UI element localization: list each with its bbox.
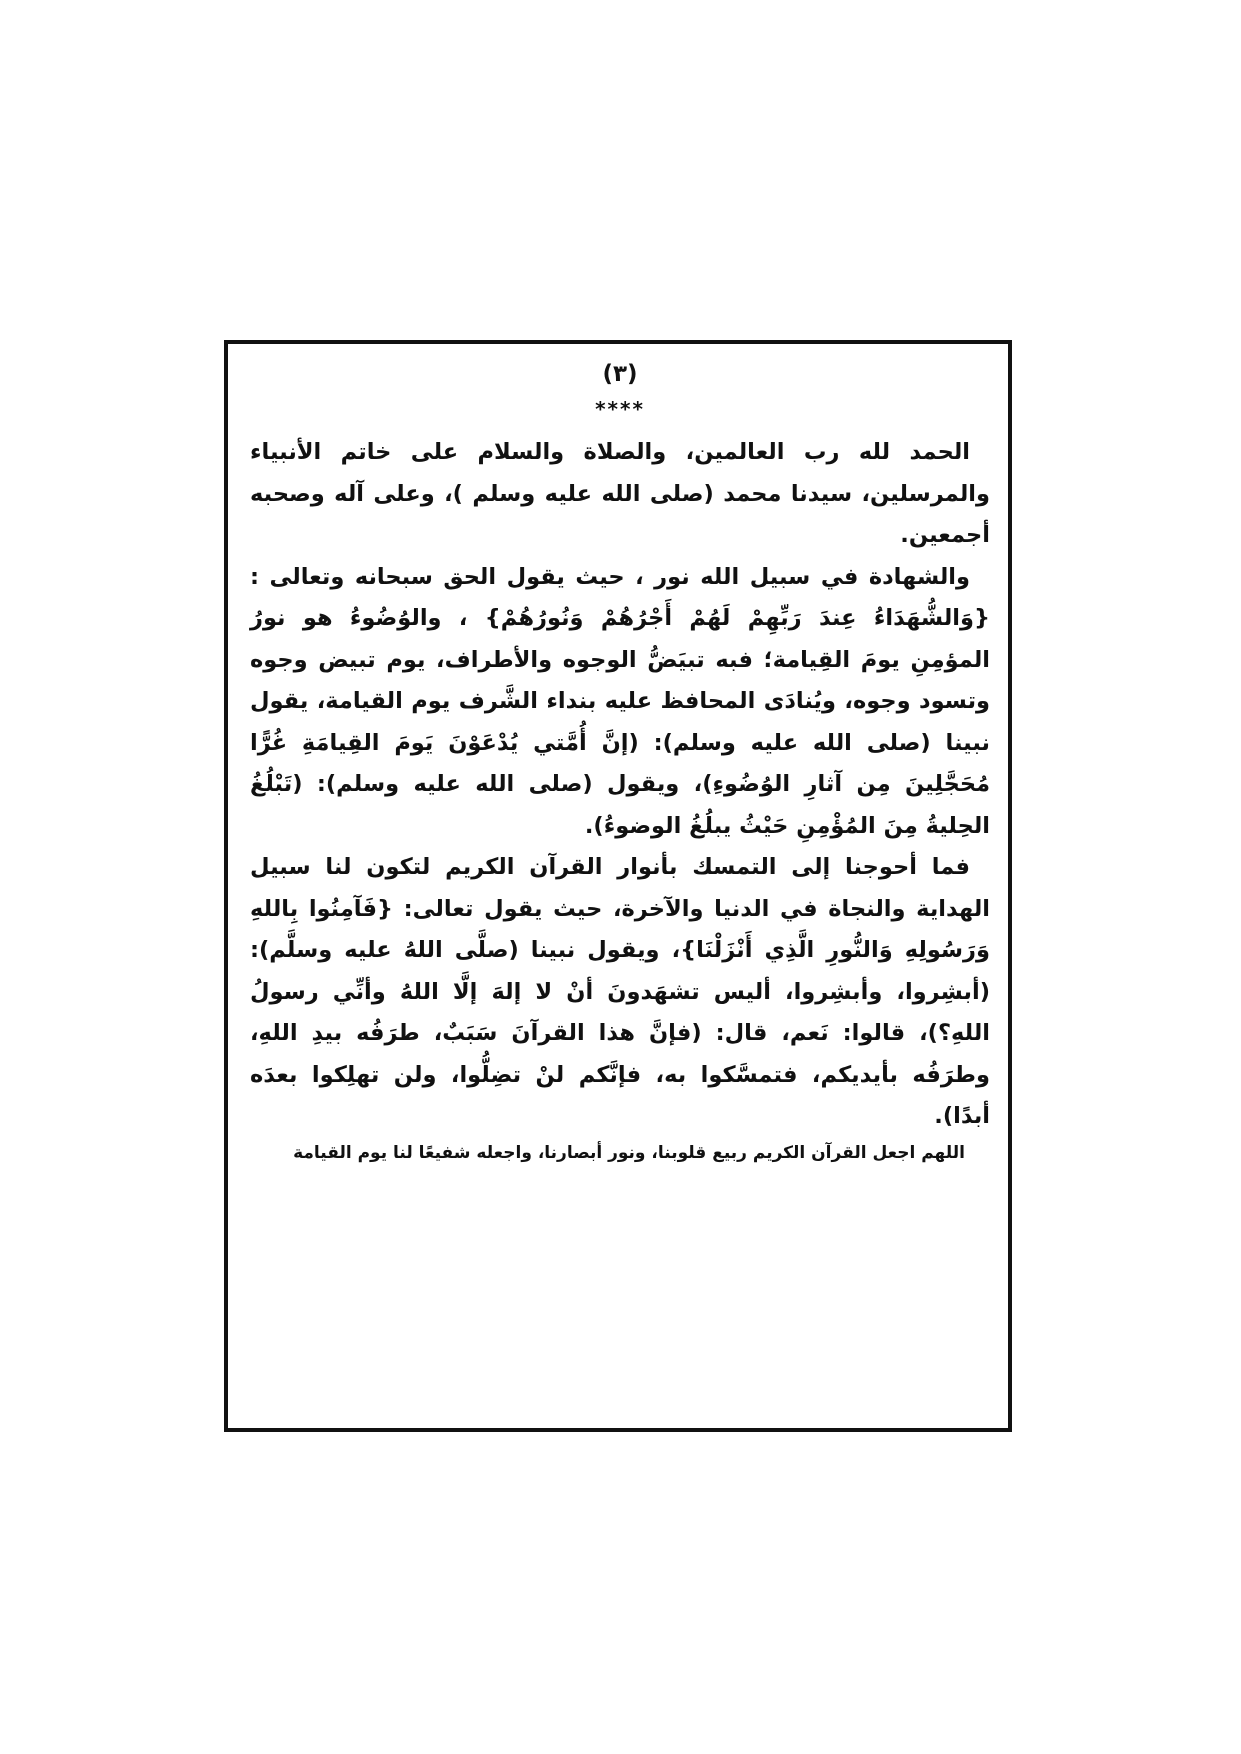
page-content [250, 354, 990, 1168]
closing-supplication: اللهم اجعل القرآن الكريم ربيع قلوبنا، ونور أبصارنا، واجعله شفيعًا لنا يوم القيامة [293, 1142, 965, 1163]
paragraph-opening: الحمد لله رب العالمين، والصلاة والسلام على خاتم الأنبياء والمرسلين، سيدنا محمد (صلى الله عليه وسلم )، وعلى آله وصحبه أجمعين. [250, 439, 990, 548]
page-frame [224, 340, 1012, 1432]
section-separator: **** [595, 397, 645, 421]
paragraph-martyrdom: والشهادة في سبيل الله نور ، حيث يقول الحق سبحانه وتعالى : {وَالشُّهَدَاءُ عِندَ رَبِّهِمْ لَهُمْ أَجْرُهُمْ وَنُورُهُمْ} ، والوُضُوءُ هو نورُ المؤمِنِ يومَ القِيامة؛ فبه تبيَضُّ الوجوه والأطراف، يوم تبيض وجوه وتسود وجوه، ويُنادَى المحافظ عليه بنداء الشَّرف يوم القيامة، يقول نبينا (صلى الله عليه وسلم): (إنَّ أُمَّتي يُدْعَوْنَ يَومَ القِيامَةِ غُرًّا مُحَجَّلِينَ مِن آثارِ الوُضُوءِ)، ويقول (صلى الله عليه وسلم): (تَبْلُغُ الحِليةُ مِنَ المُؤْمِنِ حَيْثُ يبلُغُ الوضوءُ). [250, 563, 990, 839]
paragraph-quran: فما أحوجنا إلى التمسك بأنوار القرآن الكريم لتكون لنا سبيل الهداية والنجاة في الدنيا والآخرة، حيث يقول تعالى: {فَآمِنُوا بِاللهِ وَرَسُولِهِ وَالنُّورِ الَّذِي أَنْزَلْنَا}، ويقول نبينا (صلَّى اللهُ عليه وسلَّم): (أبشِروا، وأبشِروا، أليس تشهَدونَ أنْ لا إلهَ إلَّا اللهُ وأنِّي رسولُ اللهِ؟)، قالوا: نَعم، قال: (فإنَّ هذا القرآنَ سَبَبٌ، طرَفُه بيدِ اللهِ، وطرَفُه بأيديكم، فتمسَّكوا به، فإنَّكم لنْ تضِلُّوا، ولن تهلِكوا بعدَه أبدًا). [250, 854, 990, 1129]
page-number: (٣) [602, 361, 638, 387]
